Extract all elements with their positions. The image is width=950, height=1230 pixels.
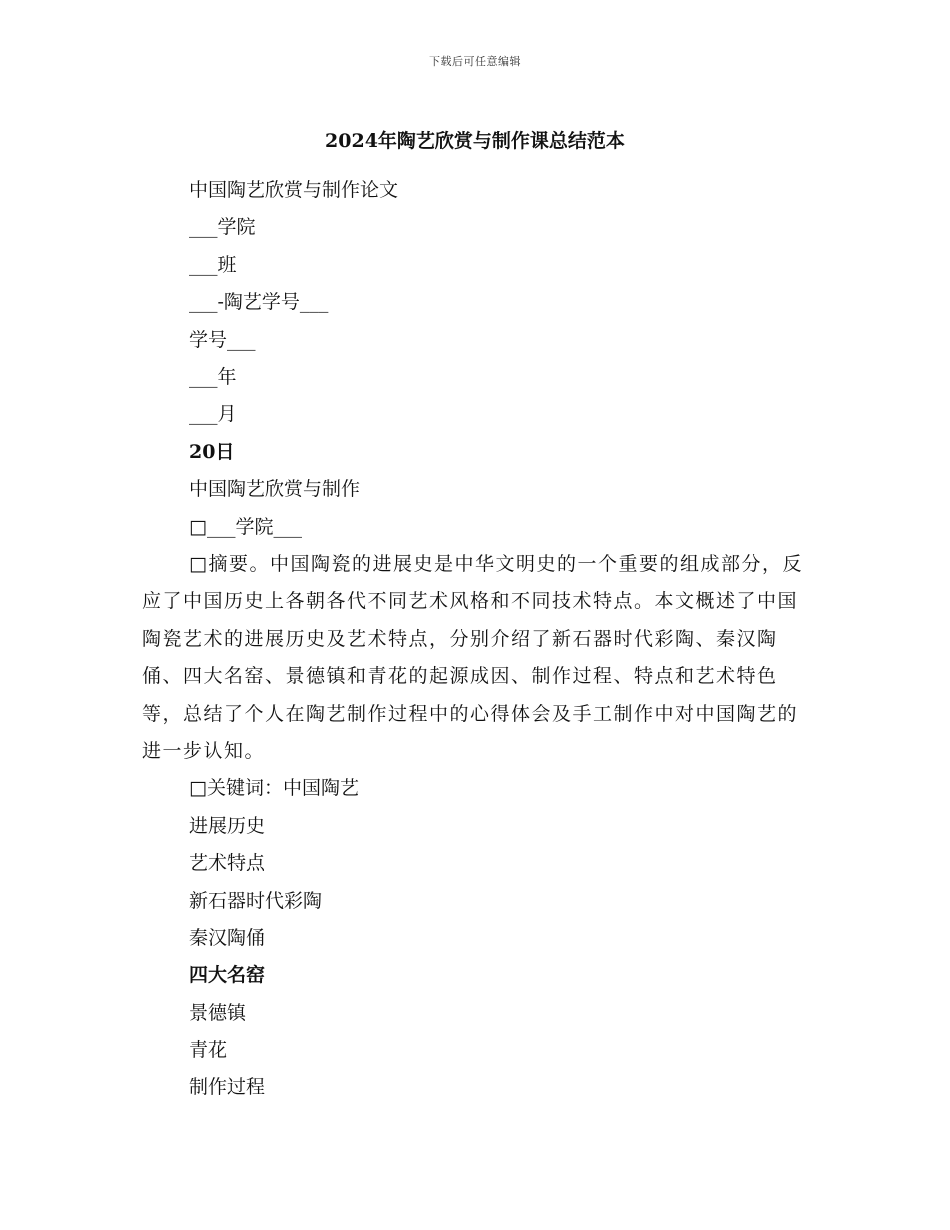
keywords-line: □关键词：中国陶艺: [189, 777, 359, 800]
year-line: ___年: [189, 365, 237, 388]
subtitle-line: 中国陶艺欣赏与制作: [189, 478, 361, 501]
student-id-line: ___-陶艺学号___: [189, 291, 329, 314]
keyword-item: 青花: [189, 1039, 228, 1062]
abstract-paragraph: □摘要。中国陶瓷的进展史是中华文明史的一个重要的组成部分，反应了中国历史上各朝各代不同艺术风格和不同技术特点。本文概述了中国陶瓷艺术的进展历史及艺术特点，分别介绍了新石器时代彩陶、秦汉陶俑、四大名窑、景德镇和青花的起源成因、制作过程、特点和艺术特色等，总结了个人在陶艺制作过程中的心得体会及手工制作中对中国陶艺的进一步认知。: [142, 552, 803, 762]
keyword-item: 景德镇: [189, 1001, 247, 1024]
header-note: 下载后可任意编辑: [429, 55, 521, 68]
college-blank-line: □___学院___: [189, 515, 302, 538]
document-body: [142, 172, 822, 1107]
keyword-item-bold: 四大名窑: [189, 964, 266, 987]
keyword-item: 秦汉陶俑: [189, 926, 266, 949]
keyword-item: 制作过程: [189, 1076, 266, 1099]
student-number-line: 学号___: [189, 328, 256, 351]
day-line: 20日: [189, 440, 235, 463]
keyword-item: 进展历史: [189, 814, 266, 837]
document-title: 2024年陶艺欣赏与制作课总结范本: [325, 130, 625, 152]
keyword-item: 新石器时代彩陶: [189, 889, 323, 912]
college-line: ___学院: [189, 216, 256, 239]
class-line: ___班: [189, 253, 237, 276]
month-line: ___月: [189, 403, 237, 426]
paper-title-line: 中国陶艺欣赏与制作论文: [189, 179, 399, 201]
keyword-item: 艺术特点: [189, 852, 266, 875]
